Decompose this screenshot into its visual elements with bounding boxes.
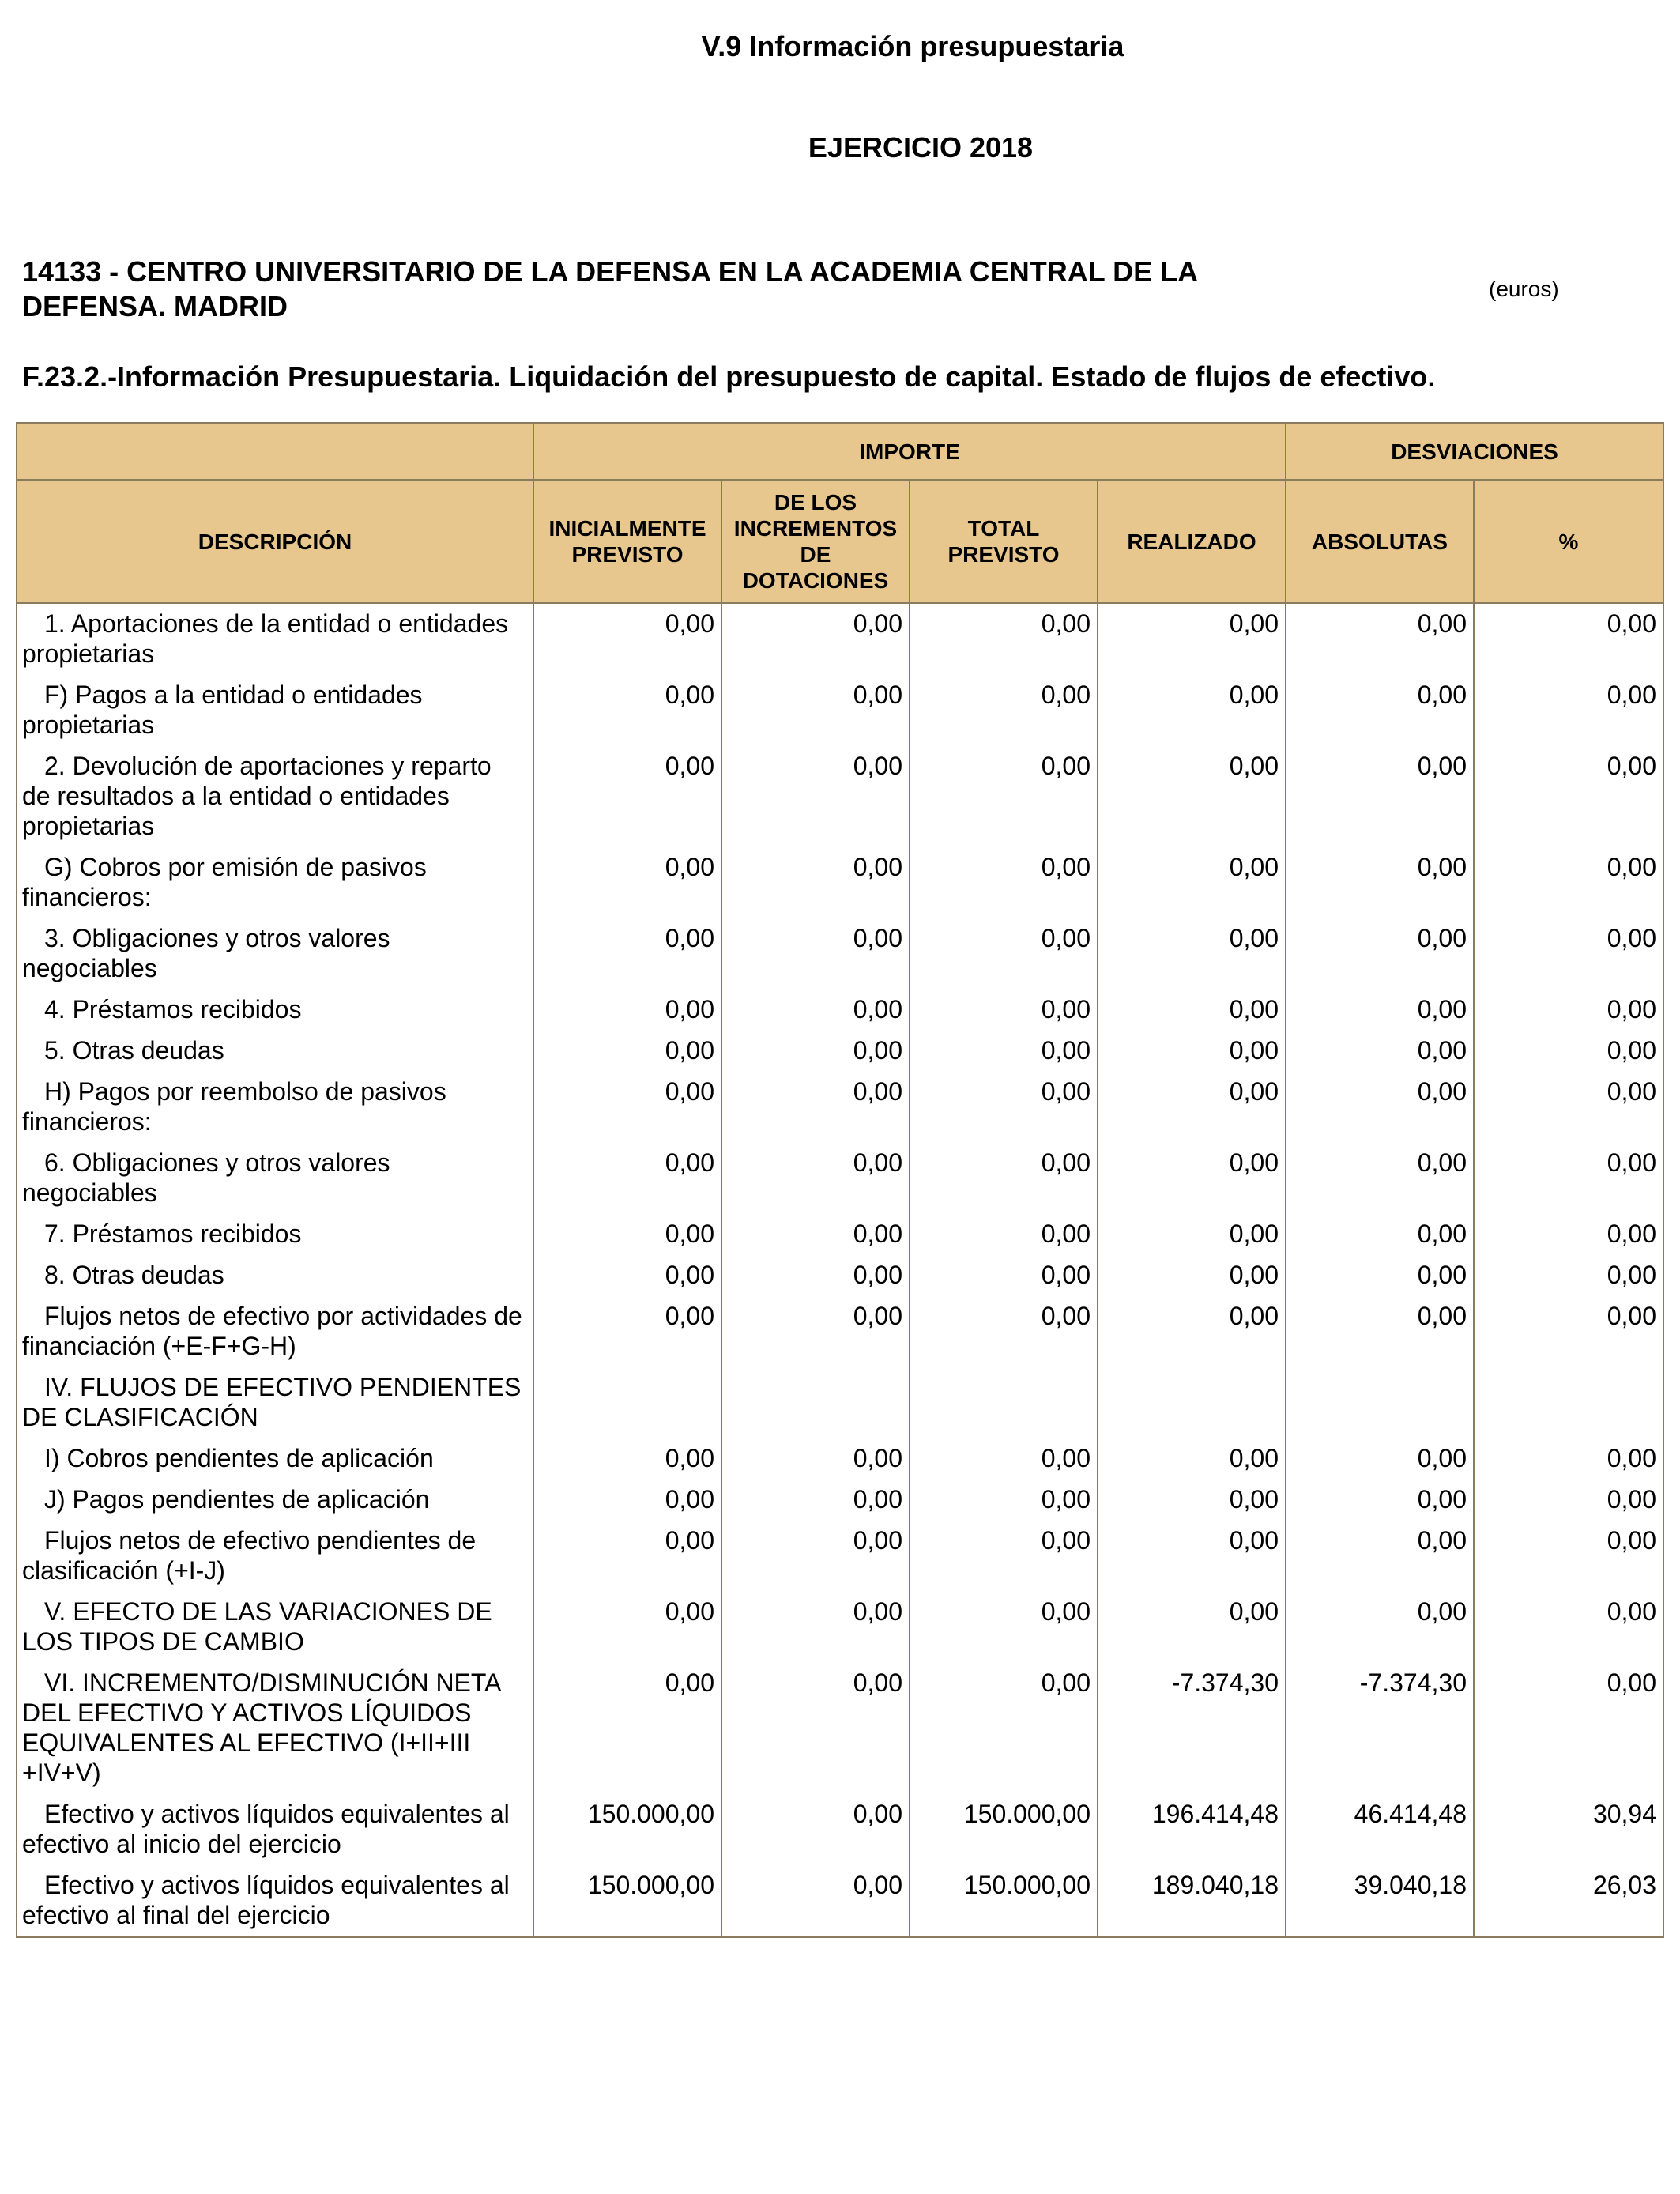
row-description: H) Pagos por reembolso de pasivos financieros: bbox=[17, 1072, 533, 1143]
cell-total-previsto: 0,00 bbox=[910, 1663, 1098, 1794]
cell-inicialmente-previsto: 0,00 bbox=[533, 990, 721, 1031]
cell-percent: 0,00 bbox=[1474, 847, 1663, 918]
cell-absolutas: -7.374,30 bbox=[1286, 1663, 1474, 1794]
cell-percent: 0,00 bbox=[1474, 1255, 1663, 1296]
cell-percent: 0,00 bbox=[1474, 1031, 1663, 1072]
table-row bbox=[17, 1592, 1663, 1663]
cell-realizado: 0,00 bbox=[1098, 1072, 1286, 1143]
cell-realizado: 196.414,48 bbox=[1098, 1794, 1286, 1865]
cell-total-previsto: 0,00 bbox=[910, 746, 1098, 847]
row-description: 6. Obligaciones y otros valores negociables bbox=[17, 1143, 533, 1214]
cell-absolutas: 0,00 bbox=[1286, 603, 1474, 675]
cell-percent: 0,00 bbox=[1474, 990, 1663, 1031]
cell-total-previsto: 0,00 bbox=[910, 1214, 1098, 1255]
cell-percent: 0,00 bbox=[1474, 1072, 1663, 1143]
cell-absolutas: 0,00 bbox=[1286, 746, 1474, 847]
table-row bbox=[17, 603, 1663, 675]
cell-absolutas: 0,00 bbox=[1286, 990, 1474, 1031]
cell-incrementos-dotaciones: 0,00 bbox=[721, 1214, 910, 1255]
table-row bbox=[17, 1031, 1663, 1072]
cell-inicialmente-previsto: 150.000,00 bbox=[533, 1794, 721, 1865]
row-description: I) Cobros pendientes de aplicación bbox=[17, 1438, 533, 1480]
cell-percent: 0,00 bbox=[1474, 1521, 1663, 1592]
row-description: G) Cobros por emisión de pasivos financieros: bbox=[17, 847, 533, 918]
header-absolutas: ABSOLUTAS bbox=[1286, 480, 1474, 603]
cell-realizado: 0,00 bbox=[1098, 603, 1286, 675]
cell-realizado: 0,00 bbox=[1098, 1255, 1286, 1296]
table-row bbox=[17, 675, 1663, 746]
cell-realizado: -7.374,30 bbox=[1098, 1663, 1286, 1794]
cell-realizado bbox=[1098, 1367, 1286, 1438]
cell-total-previsto: 0,00 bbox=[910, 990, 1098, 1031]
cell-percent: 0,00 bbox=[1474, 918, 1663, 990]
cell-inicialmente-previsto: 0,00 bbox=[533, 1072, 721, 1143]
cell-total-previsto: 0,00 bbox=[910, 1480, 1098, 1521]
table-row bbox=[17, 1480, 1663, 1521]
cell-incrementos-dotaciones: 0,00 bbox=[721, 1865, 910, 1937]
row-description: Flujos netos de efectivo pendientes de clasificación (+I-J) bbox=[17, 1521, 533, 1592]
cell-absolutas bbox=[1286, 1367, 1474, 1438]
exercise-title: EJERCICIO 2018 bbox=[808, 131, 1034, 164]
cell-total-previsto: 0,00 bbox=[910, 847, 1098, 918]
cell-inicialmente-previsto: 0,00 bbox=[533, 746, 721, 847]
cell-absolutas: 0,00 bbox=[1286, 1480, 1474, 1521]
table-row bbox=[17, 1296, 1663, 1367]
cell-inicialmente-previsto: 150.000,00 bbox=[533, 1865, 721, 1937]
table-row bbox=[17, 918, 1663, 990]
cell-percent: 0,00 bbox=[1474, 1663, 1663, 1794]
row-description: IV. FLUJOS DE EFECTIVO PENDIENTES DE CLASIFICACIÓN bbox=[17, 1367, 533, 1438]
cell-percent: 0,00 bbox=[1474, 1214, 1663, 1255]
cell-absolutas: 0,00 bbox=[1286, 1143, 1474, 1214]
cell-total-previsto: 0,00 bbox=[910, 1592, 1098, 1663]
cell-inicialmente-previsto bbox=[533, 1367, 721, 1438]
row-description: 5. Otras deudas bbox=[17, 1031, 533, 1072]
row-description: VI. INCREMENTO/DISMINUCIÓN NETA DEL EFECTIVO Y ACTIVOS LÍQUIDOS EQUIVALENTES AL EFECTIVO (I+II+III +IV+V) bbox=[17, 1663, 533, 1794]
cell-absolutas: 0,00 bbox=[1286, 1255, 1474, 1296]
cell-percent: 0,00 bbox=[1474, 1438, 1663, 1480]
entity-name: 14133 - CENTRO UNIVERSITARIO DE LA DEFENSA EN LA ACADEMIA CENTRAL DE LA DEFENSA. MADRID bbox=[22, 255, 1197, 322]
cell-realizado: 0,00 bbox=[1098, 1296, 1286, 1367]
cell-total-previsto: 0,00 bbox=[910, 675, 1098, 746]
cell-incrementos-dotaciones: 0,00 bbox=[721, 990, 910, 1031]
cell-percent: 0,00 bbox=[1474, 1143, 1663, 1214]
cell-percent: 0,00 bbox=[1474, 746, 1663, 847]
cell-realizado: 0,00 bbox=[1098, 847, 1286, 918]
table-row bbox=[17, 1663, 1663, 1794]
cell-incrementos-dotaciones: 0,00 bbox=[721, 1031, 910, 1072]
cell-incrementos-dotaciones: 0,00 bbox=[721, 1521, 910, 1592]
cell-total-previsto: 0,00 bbox=[910, 1255, 1098, 1296]
cell-realizado: 0,00 bbox=[1098, 990, 1286, 1031]
cell-percent: 30,94 bbox=[1474, 1794, 1663, 1865]
table-row bbox=[17, 1438, 1663, 1480]
cell-inicialmente-previsto: 0,00 bbox=[533, 603, 721, 675]
cell-inicialmente-previsto: 0,00 bbox=[533, 847, 721, 918]
cell-percent: 0,00 bbox=[1474, 1480, 1663, 1521]
cell-incrementos-dotaciones: 0,00 bbox=[721, 675, 910, 746]
cell-absolutas: 39.040,18 bbox=[1286, 1865, 1474, 1937]
cell-total-previsto: 150.000,00 bbox=[910, 1865, 1098, 1937]
row-description: 4. Préstamos recibidos bbox=[17, 990, 533, 1031]
cell-absolutas: 0,00 bbox=[1286, 1296, 1474, 1367]
cell-absolutas: 0,00 bbox=[1286, 918, 1474, 990]
cell-inicialmente-previsto: 0,00 bbox=[533, 1663, 721, 1794]
row-description: Efectivo y activos líquidos equivalentes al efectivo al final del ejercicio bbox=[17, 1865, 533, 1937]
cell-realizado: 0,00 bbox=[1098, 1521, 1286, 1592]
table-row bbox=[17, 1072, 1663, 1143]
cell-absolutas: 0,00 bbox=[1286, 1521, 1474, 1592]
cell-realizado: 189.040,18 bbox=[1098, 1865, 1286, 1937]
table-row bbox=[17, 746, 1663, 847]
cell-total-previsto: 0,00 bbox=[910, 1521, 1098, 1592]
header-inicialmente-previsto: INICIALMENTE PREVISTO bbox=[533, 480, 721, 603]
cell-incrementos-dotaciones: 0,00 bbox=[721, 1794, 910, 1865]
table-row bbox=[17, 990, 1663, 1031]
cell-absolutas: 0,00 bbox=[1286, 1592, 1474, 1663]
cell-absolutas: 0,00 bbox=[1286, 675, 1474, 746]
cell-incrementos-dotaciones: 0,00 bbox=[721, 1663, 910, 1794]
cell-inicialmente-previsto: 0,00 bbox=[533, 1521, 721, 1592]
cell-incrementos-dotaciones: 0,00 bbox=[721, 603, 910, 675]
table-row bbox=[17, 1143, 1663, 1214]
cell-total-previsto: 0,00 bbox=[910, 1143, 1098, 1214]
table-row bbox=[17, 1214, 1663, 1255]
table-row bbox=[17, 1865, 1663, 1937]
row-description: Flujos netos de efectivo por actividades de financiación (+E-F+G-H) bbox=[17, 1296, 533, 1367]
cell-incrementos-dotaciones: 0,00 bbox=[721, 1438, 910, 1480]
units-label: (euros) bbox=[1489, 277, 1559, 301]
cell-total-previsto: 0,00 bbox=[910, 1072, 1098, 1143]
cell-incrementos-dotaciones bbox=[721, 1367, 910, 1438]
header-realizado: REALIZADO bbox=[1098, 480, 1286, 603]
cell-percent bbox=[1474, 1367, 1663, 1438]
section-title: V.9 Información presupuestaria bbox=[701, 30, 1124, 62]
cell-absolutas: 0,00 bbox=[1286, 1214, 1474, 1255]
row-description: F) Pagos a la entidad o entidades propietarias bbox=[17, 675, 533, 746]
cell-absolutas: 0,00 bbox=[1286, 1031, 1474, 1072]
cell-percent: 0,00 bbox=[1474, 1592, 1663, 1663]
cell-realizado: 0,00 bbox=[1098, 1480, 1286, 1521]
header-blank bbox=[17, 423, 533, 480]
row-description: V. EFECTO DE LAS VARIACIONES DE LOS TIPOS DE CAMBIO bbox=[17, 1592, 533, 1663]
cell-total-previsto: 0,00 bbox=[910, 918, 1098, 990]
row-description: 1. Aportaciones de la entidad o entidades propietarias bbox=[17, 603, 533, 675]
cell-total-previsto: 0,00 bbox=[910, 1031, 1098, 1072]
table-row bbox=[17, 1521, 1663, 1592]
row-description: 8. Otras deudas bbox=[17, 1255, 533, 1296]
cell-inicialmente-previsto: 0,00 bbox=[533, 1296, 721, 1367]
cell-absolutas: 46.414,48 bbox=[1286, 1794, 1474, 1865]
cell-realizado: 0,00 bbox=[1098, 746, 1286, 847]
report-subtitle: F.23.2.-Información Presupuestaria. Liquidación del presupuesto de capital. Estado de flujos de efectivo. bbox=[22, 360, 1436, 393]
cell-realizado: 0,00 bbox=[1098, 1143, 1286, 1214]
cell-incrementos-dotaciones: 0,00 bbox=[721, 847, 910, 918]
row-description: J) Pagos pendientes de aplicación bbox=[17, 1480, 533, 1521]
table-row bbox=[17, 1367, 1663, 1438]
cell-percent: 0,00 bbox=[1474, 675, 1663, 746]
cell-inicialmente-previsto: 0,00 bbox=[533, 1143, 721, 1214]
cell-total-previsto: 150.000,00 bbox=[910, 1794, 1098, 1865]
table-row bbox=[17, 1255, 1663, 1296]
cell-incrementos-dotaciones: 0,00 bbox=[721, 1143, 910, 1214]
cell-realizado: 0,00 bbox=[1098, 1438, 1286, 1480]
cell-realizado: 0,00 bbox=[1098, 1031, 1286, 1072]
cell-total-previsto: 0,00 bbox=[910, 603, 1098, 675]
row-description: 2. Devolución de aportaciones y reparto de resultados a la entidad o entidades propietarias bbox=[17, 746, 533, 847]
cell-inicialmente-previsto: 0,00 bbox=[533, 1480, 721, 1521]
cell-percent: 0,00 bbox=[1474, 603, 1663, 675]
cell-realizado: 0,00 bbox=[1098, 1592, 1286, 1663]
cell-incrementos-dotaciones: 0,00 bbox=[721, 1296, 910, 1367]
cell-inicialmente-previsto: 0,00 bbox=[533, 1438, 721, 1480]
cell-inicialmente-previsto: 0,00 bbox=[533, 1214, 721, 1255]
row-description: 3. Obligaciones y otros valores negociables bbox=[17, 918, 533, 990]
cell-incrementos-dotaciones: 0,00 bbox=[721, 918, 910, 990]
header-desviaciones: DESVIACIONES bbox=[1286, 423, 1663, 480]
cell-absolutas: 0,00 bbox=[1286, 847, 1474, 918]
cell-incrementos-dotaciones: 0,00 bbox=[721, 1072, 910, 1143]
cell-percent: 26,03 bbox=[1474, 1865, 1663, 1937]
cell-incrementos-dotaciones: 0,00 bbox=[721, 1480, 910, 1521]
cell-total-previsto: 0,00 bbox=[910, 1296, 1098, 1367]
cell-incrementos-dotaciones: 0,00 bbox=[721, 1592, 910, 1663]
cell-realizado: 0,00 bbox=[1098, 675, 1286, 746]
row-description: Efectivo y activos líquidos equivalentes al efectivo al inicio del ejercicio bbox=[17, 1794, 533, 1865]
cell-realizado: 0,00 bbox=[1098, 918, 1286, 990]
cell-realizado: 0,00 bbox=[1098, 1214, 1286, 1255]
header-descripcion: DESCRIPCIÓN bbox=[17, 480, 533, 603]
cell-inicialmente-previsto: 0,00 bbox=[533, 1592, 721, 1663]
header-total-previsto: TOTAL PREVISTO bbox=[910, 480, 1098, 603]
cell-total-previsto bbox=[910, 1367, 1098, 1438]
table-row bbox=[17, 1794, 1663, 1865]
header-incrementos-dotaciones: DE LOS INCREMENTOS DE DOTACIONES bbox=[721, 480, 910, 603]
cell-inicialmente-previsto: 0,00 bbox=[533, 675, 721, 746]
table-row bbox=[17, 847, 1663, 918]
row-description: 7. Préstamos recibidos bbox=[17, 1214, 533, 1255]
cell-total-previsto: 0,00 bbox=[910, 1438, 1098, 1480]
cell-incrementos-dotaciones: 0,00 bbox=[721, 1255, 910, 1296]
cell-percent: 0,00 bbox=[1474, 1296, 1663, 1367]
cell-inicialmente-previsto: 0,00 bbox=[533, 1255, 721, 1296]
header-importe: IMPORTE bbox=[533, 423, 1286, 480]
cell-incrementos-dotaciones: 0,00 bbox=[721, 746, 910, 847]
cash-flow-table bbox=[16, 422, 1664, 1938]
header-percent: % bbox=[1474, 480, 1663, 603]
cell-absolutas: 0,00 bbox=[1286, 1438, 1474, 1480]
cell-inicialmente-previsto: 0,00 bbox=[533, 918, 721, 990]
cell-inicialmente-previsto: 0,00 bbox=[533, 1031, 721, 1072]
cell-absolutas: 0,00 bbox=[1286, 1072, 1474, 1143]
